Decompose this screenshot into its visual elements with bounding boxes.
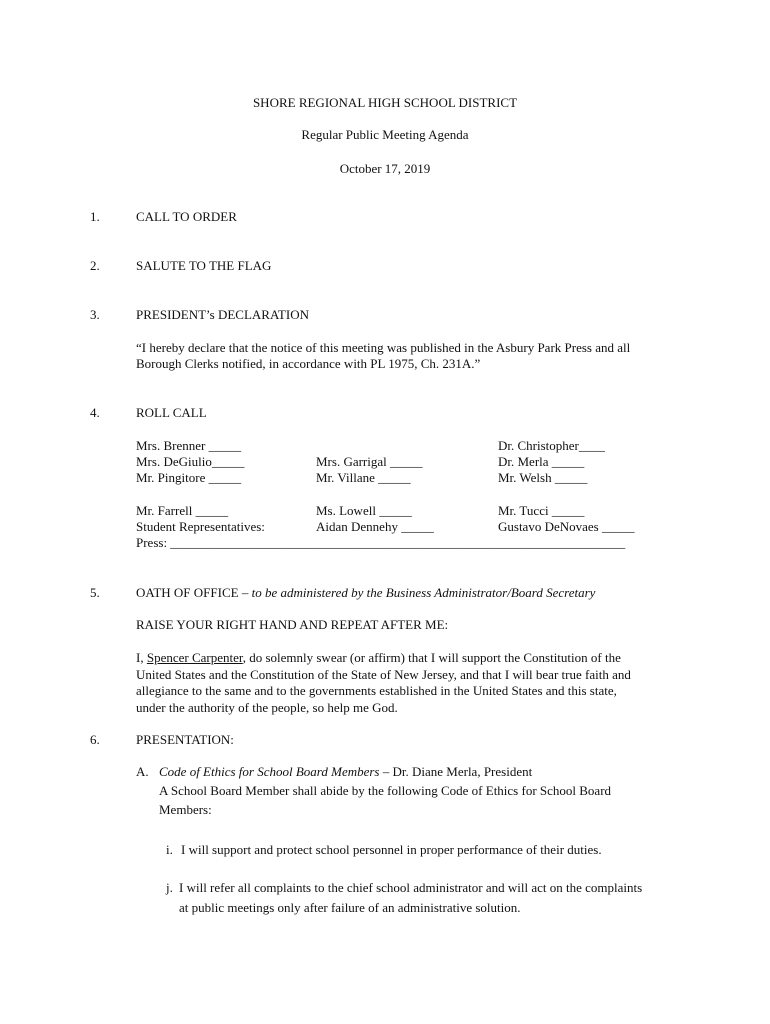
roll-student-representatives: Student Representatives:	[136, 519, 265, 534]
roll-denovaes: Gustavo DeNovaes _____	[498, 519, 635, 534]
presentation-a-line-3: Members:	[159, 802, 212, 817]
roll-lowell: Ms. Lowell _____	[316, 503, 412, 518]
roll-degiulio: Mrs. DeGiulio_____	[136, 454, 245, 469]
oath-title: OATH OF OFFICE	[136, 585, 239, 600]
meeting-title: Regular Public Meeting Agenda	[301, 127, 469, 142]
oath-text	[136, 650, 631, 716]
item-number-3: 3.	[90, 307, 100, 322]
oath-subtitle: to be administered by the Business Administrator/Board Secretary	[251, 585, 596, 600]
item-number-5: 5.	[90, 585, 100, 600]
declaration-text-line-2: Borough Clerks notified, in accordance with PL 1975, Ch. 231A.”	[136, 356, 481, 371]
roll-garrigal: Mrs. Garrigal _____	[316, 454, 423, 469]
oath-title-separator: –	[238, 585, 252, 600]
item-salute: SALUTE TO THE FLAG	[136, 258, 272, 273]
oath-line-1	[136, 650, 631, 667]
ethics-item-i-label: i.	[166, 842, 173, 857]
presentation-a-label: A.	[136, 764, 149, 779]
item-number-2: 2.	[90, 258, 100, 273]
oath-line-3: allegiance to the same and to the governments established in the United States and this state,	[136, 683, 617, 698]
item-oath	[136, 585, 595, 601]
item-number-6: 6.	[90, 732, 100, 747]
item-call-to-order: CALL TO ORDER	[136, 209, 237, 224]
ethics-item-j-line-2: at public meetings only after failure of an administrative solution.	[179, 900, 521, 915]
roll-welsh: Mr. Welsh _____	[498, 470, 588, 485]
presentation-a-line-2: A School Board Member shall abide by the following Code of Ethics for School Board	[159, 783, 612, 798]
oath-name: Spencer Carpenter	[146, 650, 243, 665]
roll-farrell: Mr. Farrell _____	[136, 503, 229, 518]
item-number-1: 1.	[90, 209, 100, 224]
item-presentation: PRESENTATION:	[136, 732, 234, 747]
oath-instruction: RAISE YOUR RIGHT HAND AND REPEAT AFTER ME:	[136, 617, 449, 632]
roll-pingitore: Mr. Pingitore _____	[136, 470, 242, 485]
presentation-a-heading	[159, 764, 532, 780]
code-of-ethics-title: Code of Ethics for School Board Members	[159, 764, 380, 779]
ethics-item-j-label: j.	[166, 880, 173, 895]
item-declaration: PRESIDENT’s DECLARATION	[136, 307, 309, 322]
roll-brenner: Mrs. Brenner _____	[136, 438, 242, 453]
code-of-ethics-presenter: – Dr. Diane Merla, President	[379, 764, 533, 779]
roll-tucci: Mr. Tucci _____	[498, 503, 585, 518]
ethics-item-j-line-1: I will refer all complaints to the chief school administrator and will act on the complaints	[179, 880, 643, 895]
oath-line-2: United States and the Constitution of the State of New Jersey, and that I will bear true faith and	[136, 666, 631, 682]
declaration-text-line-1: “I hereby declare that the notice of this meeting was published in the Asbury Park Press and all	[136, 340, 631, 355]
item-roll-call: ROLL CALL	[136, 405, 207, 420]
roll-christopher: Dr. Christopher____	[498, 438, 605, 453]
district-title: SHORE REGIONAL HIGH SCHOOL DISTRICT	[252, 95, 518, 110]
oath-line-4: under the authority of the people, so help me God.	[136, 699, 398, 715]
roll-press: Press: ______________________________________________________________________	[136, 535, 626, 550]
ethics-item-i-text: I will support and protect school personnel in proper performance of their duties.	[181, 842, 602, 857]
oath-name-prefix: I,	[136, 650, 147, 665]
roll-dennehy: Aidan Dennehy _____	[316, 519, 434, 534]
meeting-date: October 17, 2019	[339, 161, 431, 176]
roll-merla: Dr. Merla _____	[498, 454, 585, 469]
roll-villane: Mr. Villane _____	[316, 470, 411, 485]
oath-line-1-rest: , do solemnly swear (or affirm) that I will support the Constitution of the	[242, 650, 621, 665]
item-number-4: 4.	[90, 405, 100, 420]
